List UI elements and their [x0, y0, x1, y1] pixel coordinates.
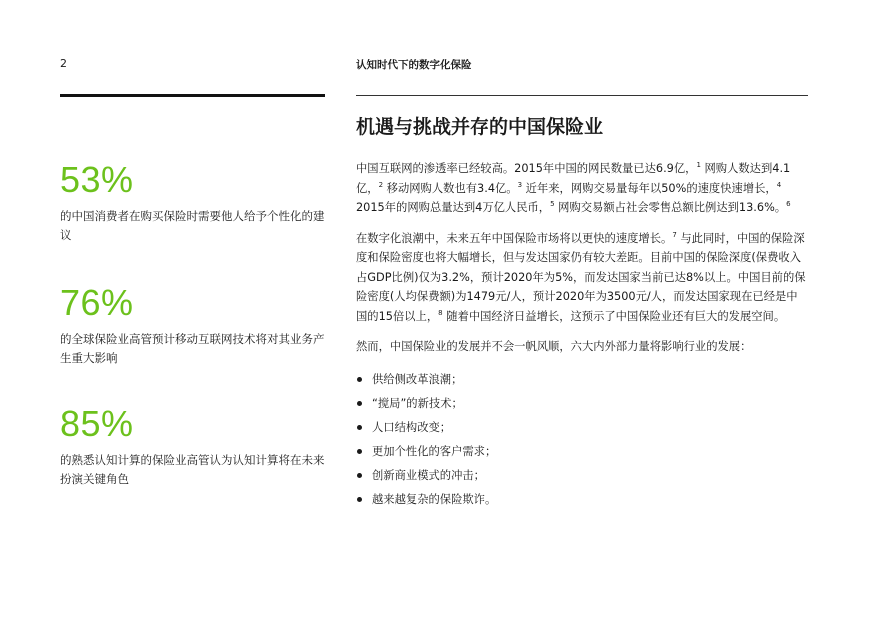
text-run: 网购交易额占社会零售总额比例达到13.6%。: [554, 201, 787, 214]
left-rule: [60, 94, 325, 97]
text-run: 网购人数达到4.1亿，: [356, 162, 791, 195]
running-title: 认知时代下的数字化保险: [356, 59, 472, 71]
list-item: 创新商业模式的冲击；: [356, 464, 808, 488]
paragraph-six-forces: 然而，中国保险业的发展并不会一帆风顺，六大内外部力量将影响行业的发展：: [356, 340, 752, 353]
list-item: 越来越复杂的保险欺诈。: [356, 488, 808, 512]
forces-list: [356, 368, 808, 512]
list-item: 更加个性化的客户需求；: [356, 440, 808, 464]
footnote-ref: 7: [672, 230, 677, 239]
stat-value: 85%: [60, 403, 134, 444]
stat-description: 的熟悉认知计算的保险业高管认为认知计算将在未来扮演关键角色: [60, 453, 325, 486]
text-run: 近年来，网购交易量每年以50%的速度快速增长，: [522, 181, 777, 195]
page-number: 2: [60, 57, 67, 70]
paragraph-internet-penetration: [356, 159, 808, 218]
text-run: 移动网购人数也有3.4亿。: [383, 181, 518, 195]
stat-block: [60, 282, 332, 368]
footnote-ref: 4: [776, 180, 782, 189]
text-run: 在数字化浪潮中，未来五年中国保险市场将以更快的速度增长。: [356, 231, 673, 245]
stat-description: 的中国消费者在购买保险时需要他人给予个性化的建议: [60, 209, 325, 242]
stat-block: [60, 159, 332, 245]
footnote-ref: 2: [378, 180, 384, 189]
list-item: “搅局”的新技术；: [356, 392, 808, 416]
footnote-ref: 8: [438, 308, 443, 317]
section-heading: 机遇与挑战并存的中国保险业: [356, 116, 604, 138]
right-rule: [356, 95, 808, 96]
footnote-ref: 5: [550, 200, 555, 209]
footnote-ref: 3: [517, 180, 523, 189]
list-item: 供给侧改革浪潮；: [356, 368, 808, 392]
stat-description: 的全球保险业高管预计移动互联网技术将对其业务产生重大影响: [60, 332, 325, 365]
stat-block: [60, 403, 332, 489]
text-run: 2015年的网购总量达到4万亿人民币，: [356, 201, 551, 214]
footnote-ref: 1: [696, 161, 701, 170]
text-run: 与此同时，中国的保险深度和保险密度也将大幅增长，但与发达国家仍有较大差距。目前中国的保险深度(保费收入占GDP比例)仅为3.2%，预计2020年为5%，而发达国家当前已达8%以上。中国目前的保险密度(人均保费额)为1479元/人，预计2020年为3500元/人，而发达国家现在已经是中国的15倍以上，: [356, 231, 806, 323]
footnote-ref: 6: [786, 200, 791, 209]
list-item: 人口结构改变；: [356, 416, 808, 440]
stat-value: 76%: [60, 282, 134, 323]
stat-value: 53%: [60, 159, 134, 200]
text-run: 随着中国经济日益增长，这预示了中国保险业还有巨大的发展空间。: [442, 309, 786, 323]
text-run: 中国互联网的渗透率已经较高。2015年中国的网民数量已达6.9亿，: [356, 162, 697, 175]
paragraph-market-growth: [356, 229, 808, 327]
main-column: [356, 113, 808, 512]
